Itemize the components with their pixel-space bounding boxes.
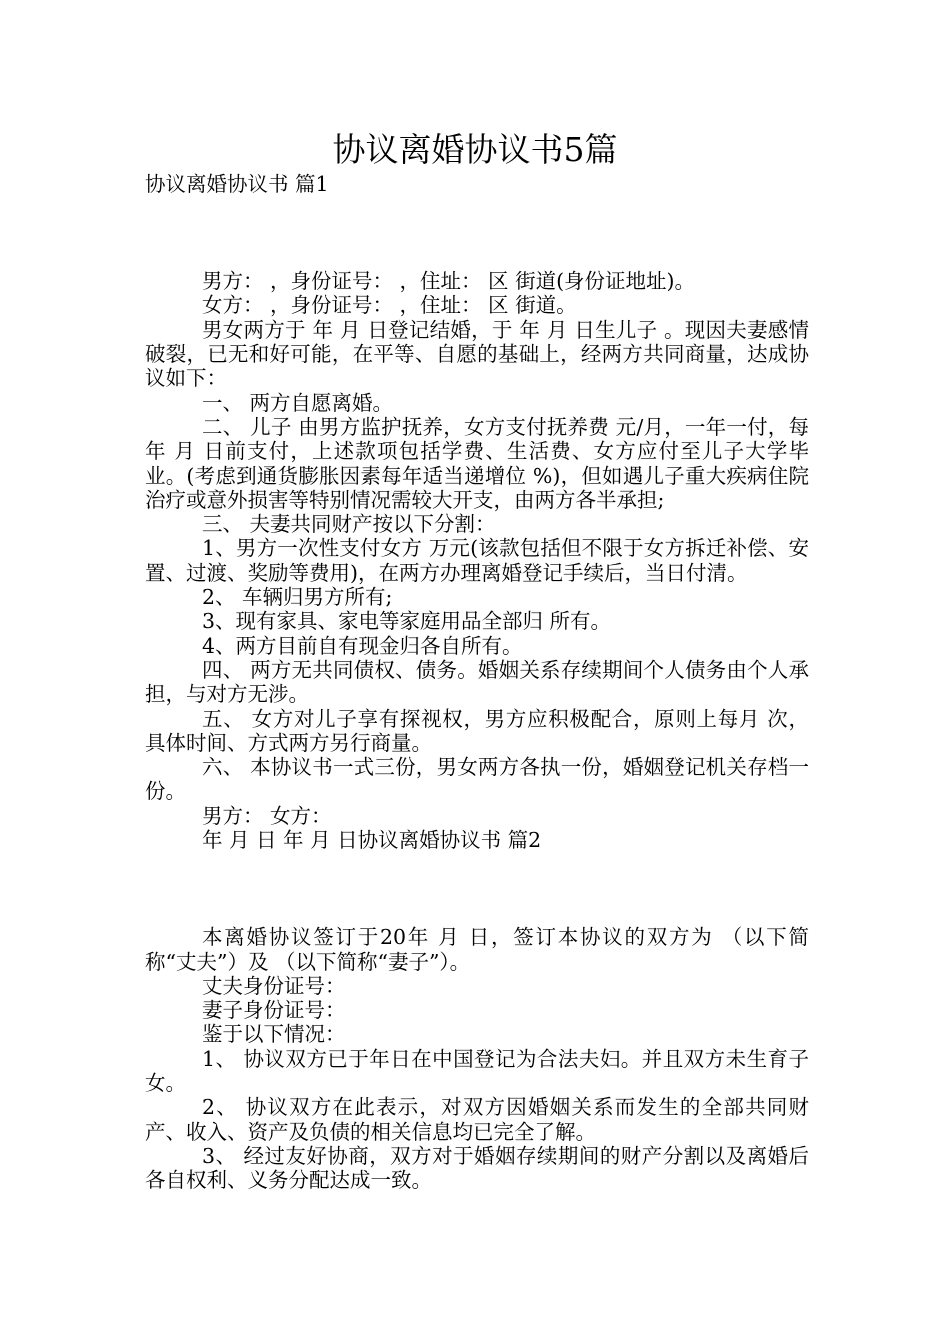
paragraph: 丈夫身份证号： — [202, 973, 346, 998]
paragraph: 男方： ，身份证号： ，住址： 区 街道(身份证地址)。 — [202, 269, 696, 294]
section-heading: 协议离婚协议书 篇1 — [145, 172, 329, 196]
paragraph: 2、 协议双方在此表示，对双方因婚姻关系而发生的全部共同财产、收入、资产及负债的相关信息均已完全了解。 — [145, 1095, 809, 1144]
blank-gap — [145, 852, 809, 925]
paragraph: 4、两方目前自有现金归各自所有。 — [202, 633, 523, 658]
paragraph: 本离婚协议签订于20年 月 日，签订本协议的双方为 （以下简称“丈夫”）及 （以下简称“妻子”）。 — [145, 925, 809, 974]
paragraph: 3、现有家具、家电等家庭用品全部归 所有。 — [202, 609, 612, 634]
paragraph: 女方： ，身份证号： ，住址： 区 街道。 — [202, 293, 577, 318]
document-body — [145, 172, 809, 1192]
paragraph: 一、 两方自愿离婚。 — [202, 390, 394, 415]
paragraph: 五、 女方对儿子享有探视权，男方应积极配合，原则上每月 次，具体时间、方式两方另行商量。 — [145, 706, 809, 755]
date-line-and-next-heading: 年 月 日 年 月 日协议离婚协议书 篇2 — [202, 828, 542, 853]
paragraph: 2、 车辆归男方所有; — [202, 585, 393, 610]
paragraph: 鉴于以下情况： — [202, 1022, 346, 1047]
signature-line: 男方： 女方： — [202, 803, 332, 828]
paragraph: 四、 两方无共同债权、债务。婚姻关系存续期间个人债务由个人承担，与对方无涉。 — [145, 657, 809, 707]
blank-gap — [145, 196, 809, 269]
paragraph: 3、 经过友好协商，双方对于婚姻存续期间的财产分割以及离婚后各自权利、义务分配达成一致。 — [145, 1143, 809, 1193]
paragraph: 1、男方一次性支付女方 万元(该款包括但不限于女方拆迁补偿、安置、过渡、奖励等费用)，在两方办理离婚登记手续后，当日付清。 — [145, 536, 809, 585]
document-title: 协议离婚协议书5篇 — [332, 130, 618, 169]
paragraph: 男女两方于 年 月 日登记结婚，于 年 月 日生儿子 。现因夫妻感情破裂，已无和好可能，在平等、自愿的基础上，经两方共同商量，达成协议如下： — [145, 317, 809, 391]
paragraph: 二、 儿子 由男方监护抚养，女方支付抚养费 元/月，一年一付，每年 月 日前支付，上述款项包括学费、生活费、女方应付至儿子大学毕业。(考虑到通货膨胀因素每年适当递增位 %)，但如遇儿子重大疾病住院治疗或意外损害等特别情况需较大开支，由两方各半承担; — [145, 414, 809, 512]
paragraph: 妻子身份证号： — [202, 998, 346, 1023]
paragraph: 1、 协议双方已于年日在中国登记为合法夫妇。并且双方未生育子女。 — [145, 1046, 809, 1095]
paragraph: 三、 夫妻共同财产按以下分割： — [202, 512, 496, 537]
paragraph: 六、 本协议书一式三份，男女两方各执一份，婚姻登记机关存档一份。 — [145, 755, 809, 804]
